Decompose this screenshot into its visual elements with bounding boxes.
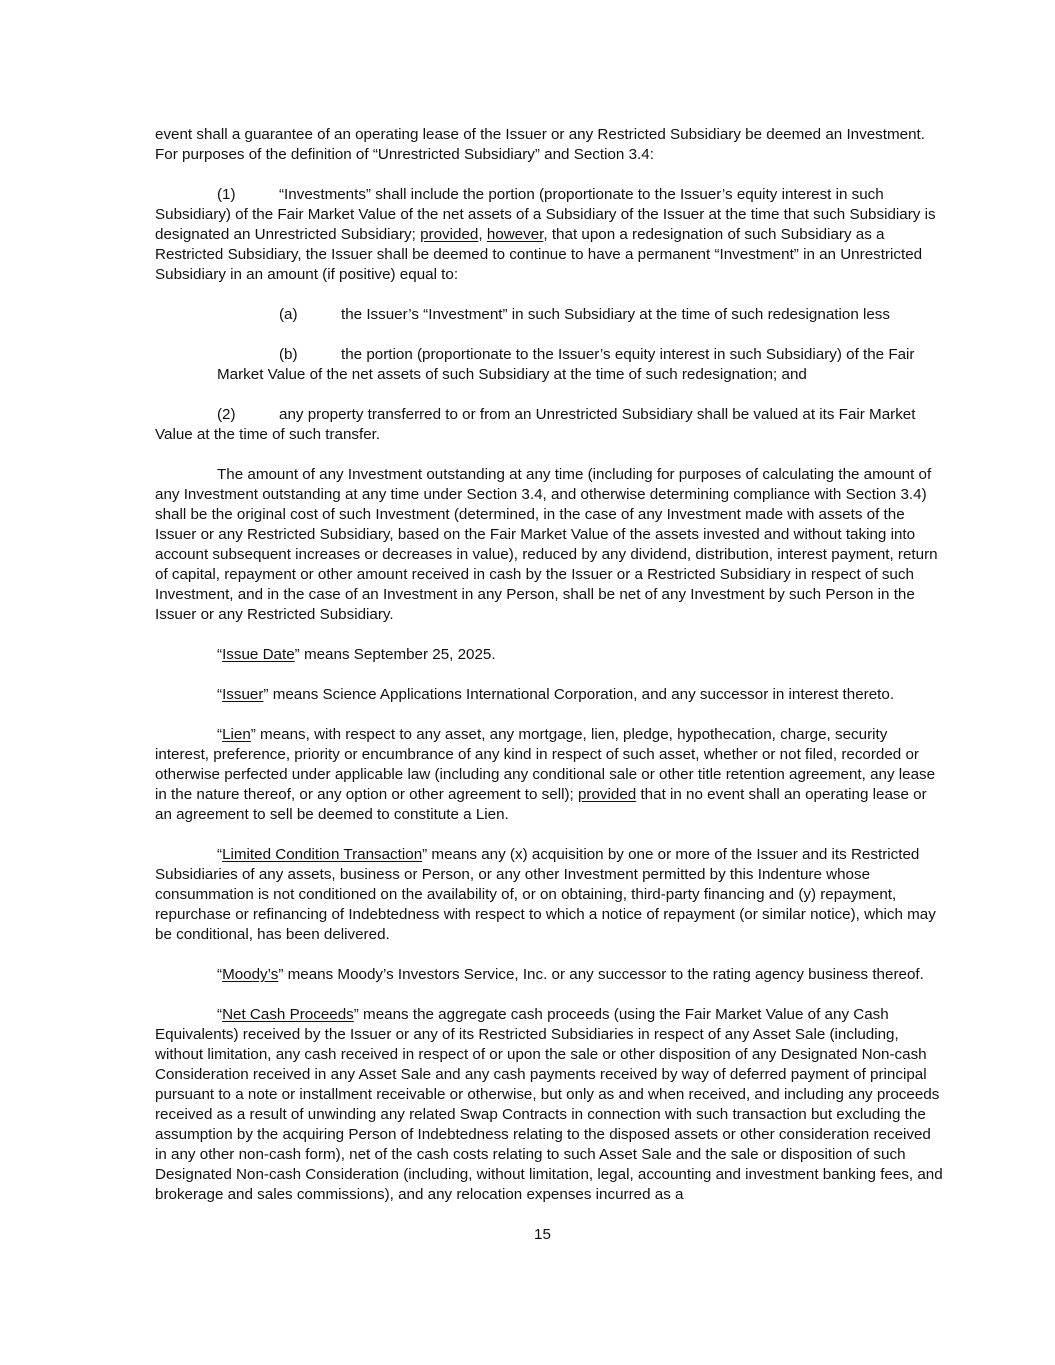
definition-moodys: “Moody’s” means Moody’s Investors Service, Inc. or any successor to the rating agency business thereof. [217, 966, 924, 983]
paragraph-investment-amount: The amount of any Investment outstanding at any time (including for purposes of calculating the amount of any Investment outstanding at any time under Section 3.4, and otherwise determining compliance with Section 3.4) shall be the original cost of such Investment (determined, in the case of any Investment made with assets of the Issuer or any Restricted Subsidiary, based on the Fair Market Value of the assets invested and without taking into account subsequent increases or decreases in value), reduced by any dividend, distribution, interest payment, return of capital, repayment or other amount received in cash by the Issuer or a Restricted Subsidiary in respect of such Investment, and in the case of an Investment in any Person, shall be net of any Investment by such Person in the Issuer or any Restricted Subsidiary. [155, 466, 938, 623]
list-letter: (b) [279, 346, 298, 363]
defined-term: Issuer [222, 686, 264, 703]
defined-term: Lien [222, 726, 251, 743]
defined-term: Net Cash Proceeds [222, 1006, 354, 1023]
list-item-1: (1) “Investments” shall include the portion (proportionate to the Issuer’s equity interest in such Subsidiary) of the Fair Market Value of the net assets of a Subsidiary of the Issuer at the time that such Subsidiary is designated an Unrestricted Subsidiary; provided, however, that upon a redesignation of such Subsidiary as a Restricted Subsidiary, the Issuer shall be deemed to continue to have a permanent “Investment” in an Unrestricted Subsidiary in an amount (if positive) equal to: [155, 186, 936, 283]
list-letter: (a) [279, 306, 298, 323]
list-item-2: (2) any property transferred to or from an Unrestricted Subsidiary shall be valued at its Fair Market Value at the time of such transfer. [155, 406, 916, 443]
term-provided: provided [420, 226, 479, 243]
definition-issuer: “Issuer” means Science Applications International Corporation, and any successor in interest thereto. [217, 686, 895, 703]
defined-term: Limited Condition Transaction [222, 846, 423, 863]
list-item-a: (a) the Issuer’s “Investment” in such Subsidiary at the time of such redesignation less [279, 306, 890, 323]
list-number: (2) [217, 406, 236, 423]
defined-term: Moody’s [222, 966, 279, 983]
defined-term: Issue Date [222, 646, 295, 663]
definition-net-cash-proceeds: “Net Cash Proceeds” means the aggregate cash proceeds (using the Fair Market Value of any Cash Equivalents) received by the Issuer or any of its Restricted Subsidiaries in respect of any Asset Sale (including, without limitation, any cash received in respect of or upon the sale or other disposition of any Designated Non-cash Consideration received in any Asset Sale and any cash payments received by way of deferred payment of principal pursuant to a note or installment receivable or otherwise, but only as and when received, and including any proceeds received as a result of unwinding any related Swap Contracts in connection with such transaction but excluding the assumption by the acquiring Person of Indebtedness relating to the disposed assets or other consideration received in any other non-cash form), net of the cash costs relating to such Asset Sale and the sale or disposition of such Designated Non-cash Consideration (including, without limitation, legal, accounting and investment banking fees, and brokerage and sales commissions), and any relocation expenses incurred as a [155, 1006, 943, 1203]
document-page [155, 125, 945, 1225]
definition-issue-date: “Issue Date” means September 25, 2025. [217, 646, 496, 663]
definition-lien: “Lien” means, with respect to any asset, any mortgage, lien, pledge, hypothecation, charge, security interest, preference, priority or encumbrance of any kind in respect of such asset, whether or not filed, recorded or otherwise perfected under applicable law (including any conditional sale or other title retention agreement, any lease in the nature thereof, or any option or other agreement to sell); provided that in no event shall an operating lease or an agreement to sell be deemed to constitute a Lien. [155, 726, 936, 823]
term-provided: provided [577, 786, 637, 803]
list-number: (1) [217, 186, 236, 203]
paragraph-continuation: event shall a guarantee of an operating lease of the Issuer or any Restricted Subsidiary be deemed an Investment. For purposes of the definition of “Unrestricted Subsidiary” and Section 3.4: [155, 126, 925, 163]
definition-limited-condition-transaction: “Limited Condition Transaction” means any (x) acquisition by one or more of the Issuer and its Restricted Subsidiaries of any assets, business or Person, or any other Investment permitted by this Indenture whose consummation is not conditioned on the availability of, or on obtaining, third-party financing and (y) repayment, repurchase or refinancing of Indebtedness with respect to which a notice of repayment (or similar notice), which may be conditional, has been delivered. [155, 846, 936, 943]
list-item-b: (b) the portion (proportionate to the Issuer’s equity interest in such Subsidiary) of the Fair Market Value of the net assets of such Subsidiary at the time of such redesignation; and [217, 346, 915, 383]
term-however: however [486, 226, 544, 243]
page-number: 15 [534, 1226, 551, 1243]
